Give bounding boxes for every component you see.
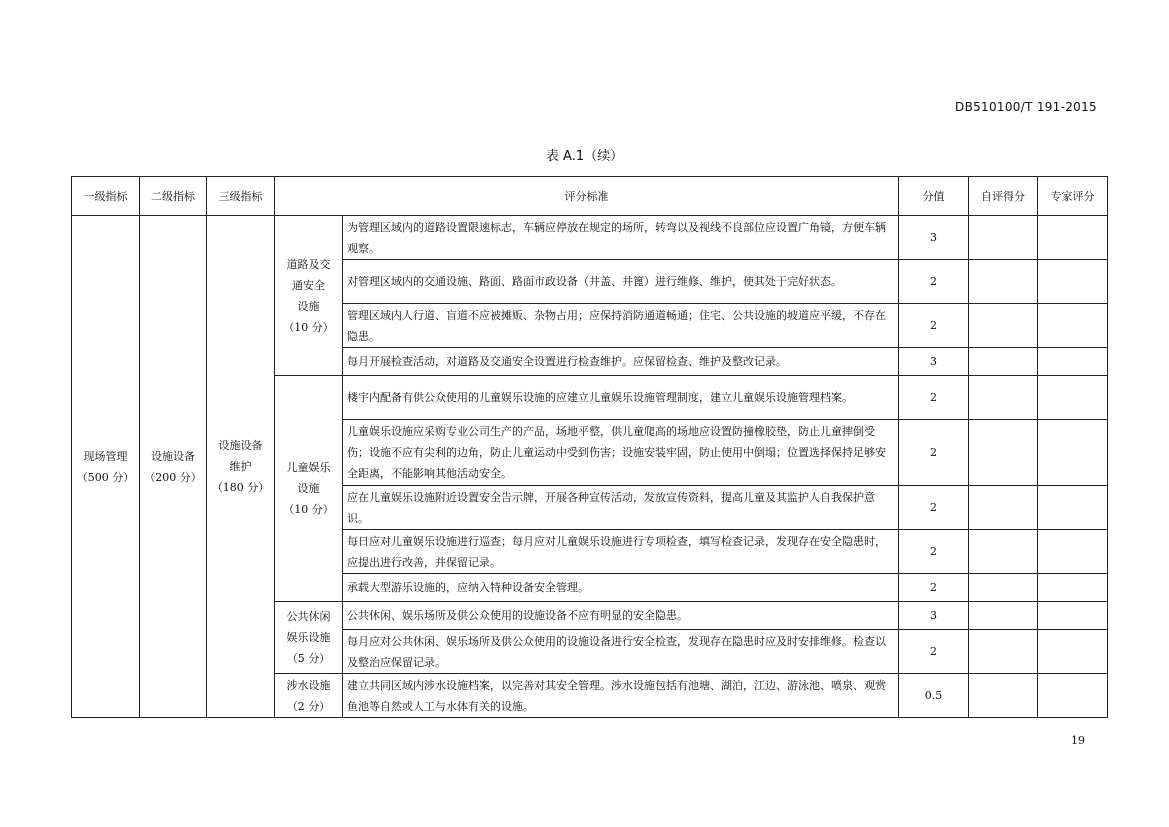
sub-indicator-points: （10 分） <box>283 503 334 516</box>
level3-name-line: 维护 <box>229 460 252 473</box>
column-header: 分值 <box>899 177 969 216</box>
score-cell: 2 <box>899 574 969 602</box>
sub-indicator-name-line: 涉水设施 <box>286 678 331 692</box>
criterion-cell: 公共休闲、娱乐场所及供公众使用的设施设备不应有明显的安全隐患。 <box>343 602 899 630</box>
score-cell: 2 <box>899 420 969 486</box>
sub-indicator-name-line: 通安全 <box>292 278 325 292</box>
criterion-cell: 每日应对儿童娱乐设施进行巡查；每月应对儿童娱乐设施进行专项检查，填写检查记录，发现存在安全隐患时，应提出进行改善，并保留记录。 <box>343 530 899 574</box>
evaluation-table <box>71 176 1108 718</box>
score-cell: 3 <box>899 216 969 260</box>
criterion-cell: 对管理区域内的交通设施、路面、路面市政设备（井盖、井篦）进行维修、维护，使其处于完好状态。 <box>343 260 899 304</box>
level2-points: （200 分） <box>144 470 202 484</box>
sub-indicator <box>275 376 343 602</box>
criterion-cell: 楼宇内配备有供公众使用的儿童娱乐设施的应建立儿童娱乐设施管理制度，建立儿童娱乐设施管理档案。 <box>343 376 899 420</box>
self-score-cell[interactable] <box>969 602 1038 630</box>
self-score-cell[interactable] <box>969 216 1038 260</box>
sub-indicator-points: （10 分） <box>283 320 334 334</box>
criterion-cell: 每月开展检查活动，对道路及交通安全设置进行检查维护。应保留检查、维护及整改记录。 <box>343 348 899 376</box>
sub-indicator-name-line: 儿童娱乐 <box>286 461 331 474</box>
sub-indicator-name-line: 娱乐设施 <box>286 631 331 644</box>
expert-score-cell[interactable] <box>1038 420 1108 486</box>
sub-indicator-points: （2 分） <box>286 699 331 713</box>
sub-indicator <box>275 602 343 674</box>
expert-score-cell[interactable] <box>1038 602 1108 630</box>
sub-indicator-name-line: 设施 <box>297 482 320 495</box>
table-title: 表 A.1（续） <box>545 149 624 164</box>
self-score-cell[interactable] <box>969 376 1038 420</box>
sub-indicator-points: （5 分） <box>286 652 331 665</box>
self-score-cell[interactable] <box>969 630 1038 674</box>
criterion-cell: 建立共同区域内涉水设施档案，以完善对其安全管理。涉水设施包括有池塘、湖泊，江边、游泳池、喷泉、观赏鱼池等自然或人工与水体有关的设施。 <box>343 674 899 718</box>
sub-indicator-name-line: 道路及交 <box>286 257 331 271</box>
level3-indicator <box>207 216 275 718</box>
expert-score-cell[interactable] <box>1038 216 1108 260</box>
self-score-cell[interactable] <box>969 530 1038 574</box>
self-score-cell[interactable] <box>969 304 1038 348</box>
column-header: 三级指标 <box>207 177 275 216</box>
score-cell: 0.5 <box>899 674 969 718</box>
criterion-cell: 应在儿童娱乐设施附近设置安全告示牌，开展各种宣传活动，发放宣传资料，提高儿童及其监护人自我保护意识。 <box>343 486 899 530</box>
score-cell: 2 <box>899 486 969 530</box>
level2-indicator <box>140 216 207 718</box>
level2-name: 设施设备 <box>151 449 195 463</box>
level1-indicator <box>72 216 140 718</box>
sub-indicator-name-line: 公共休闲 <box>286 610 331 623</box>
column-header: 评分标准 <box>275 177 899 216</box>
column-header: 一级指标 <box>72 177 140 216</box>
expert-score-cell[interactable] <box>1038 630 1108 674</box>
sub-indicator <box>275 674 343 718</box>
criterion-cell: 儿童娱乐设施应采购专业公司生产的产品，场地平整，供儿童爬高的场地应设置防撞橡胶垫，防止儿童摔倒受伤；设施不应有尖利的边角，防止儿童运动中受到伤害；设施安装牢固，防止使用中倒塌；位置选择保持足够安全距离，不能影响其他活动安全。 <box>343 420 899 486</box>
level3-points: （180 分） <box>211 481 270 494</box>
document-code: DB510100/T 191-2015 <box>955 100 1097 114</box>
self-score-cell[interactable] <box>969 420 1038 486</box>
self-score-cell[interactable] <box>969 486 1038 530</box>
criterion-cell: 管理区域内人行道、盲道不应被摊贩、杂物占用；应保持消防通道畅通；住宅、公共设施的坡道应平缓，不存在隐患。 <box>343 304 899 348</box>
score-cell: 2 <box>899 376 969 420</box>
expert-score-cell[interactable] <box>1038 530 1108 574</box>
score-cell: 2 <box>899 304 969 348</box>
criterion-cell: 承载大型游乐设施的，应纳入特种设备安全管理。 <box>343 574 899 602</box>
sub-indicator-name-line: 设施 <box>297 299 320 313</box>
column-header: 二级指标 <box>140 177 207 216</box>
page-number: 19 <box>1071 734 1085 747</box>
score-cell: 3 <box>899 348 969 376</box>
expert-score-cell[interactable] <box>1038 376 1108 420</box>
level1-points: （500 分） <box>76 470 135 484</box>
table-row <box>72 216 1108 260</box>
expert-score-cell[interactable] <box>1038 348 1108 376</box>
level1-name: 现场管理 <box>83 449 128 463</box>
score-cell: 3 <box>899 602 969 630</box>
self-score-cell[interactable] <box>969 574 1038 602</box>
level3-name-line: 设施设备 <box>218 439 263 452</box>
criterion-cell: 每月应对公共休闲、娱乐场所及供公众使用的设施设备进行安全检查，发现存在隐患时应及时安排维修。检查以及整治应保留记录。 <box>343 630 899 674</box>
self-score-cell[interactable] <box>969 674 1038 718</box>
criterion-cell: 为管理区域内的道路设置限速标志，车辆应停放在规定的场所，转弯以及视线不良部位应设置广角镜，方便车辆观察。 <box>343 216 899 260</box>
score-cell: 2 <box>899 260 969 304</box>
score-cell: 2 <box>899 530 969 574</box>
sub-indicator <box>275 216 343 376</box>
score-cell: 2 <box>899 630 969 674</box>
column-header: 专家评分 <box>1038 177 1108 216</box>
self-score-cell[interactable] <box>969 348 1038 376</box>
column-header: 自评得分 <box>969 177 1038 216</box>
expert-score-cell[interactable] <box>1038 674 1108 718</box>
expert-score-cell[interactable] <box>1038 260 1108 304</box>
self-score-cell[interactable] <box>969 260 1038 304</box>
header-row <box>72 177 1108 216</box>
expert-score-cell[interactable] <box>1038 486 1108 530</box>
expert-score-cell[interactable] <box>1038 304 1108 348</box>
expert-score-cell[interactable] <box>1038 574 1108 602</box>
